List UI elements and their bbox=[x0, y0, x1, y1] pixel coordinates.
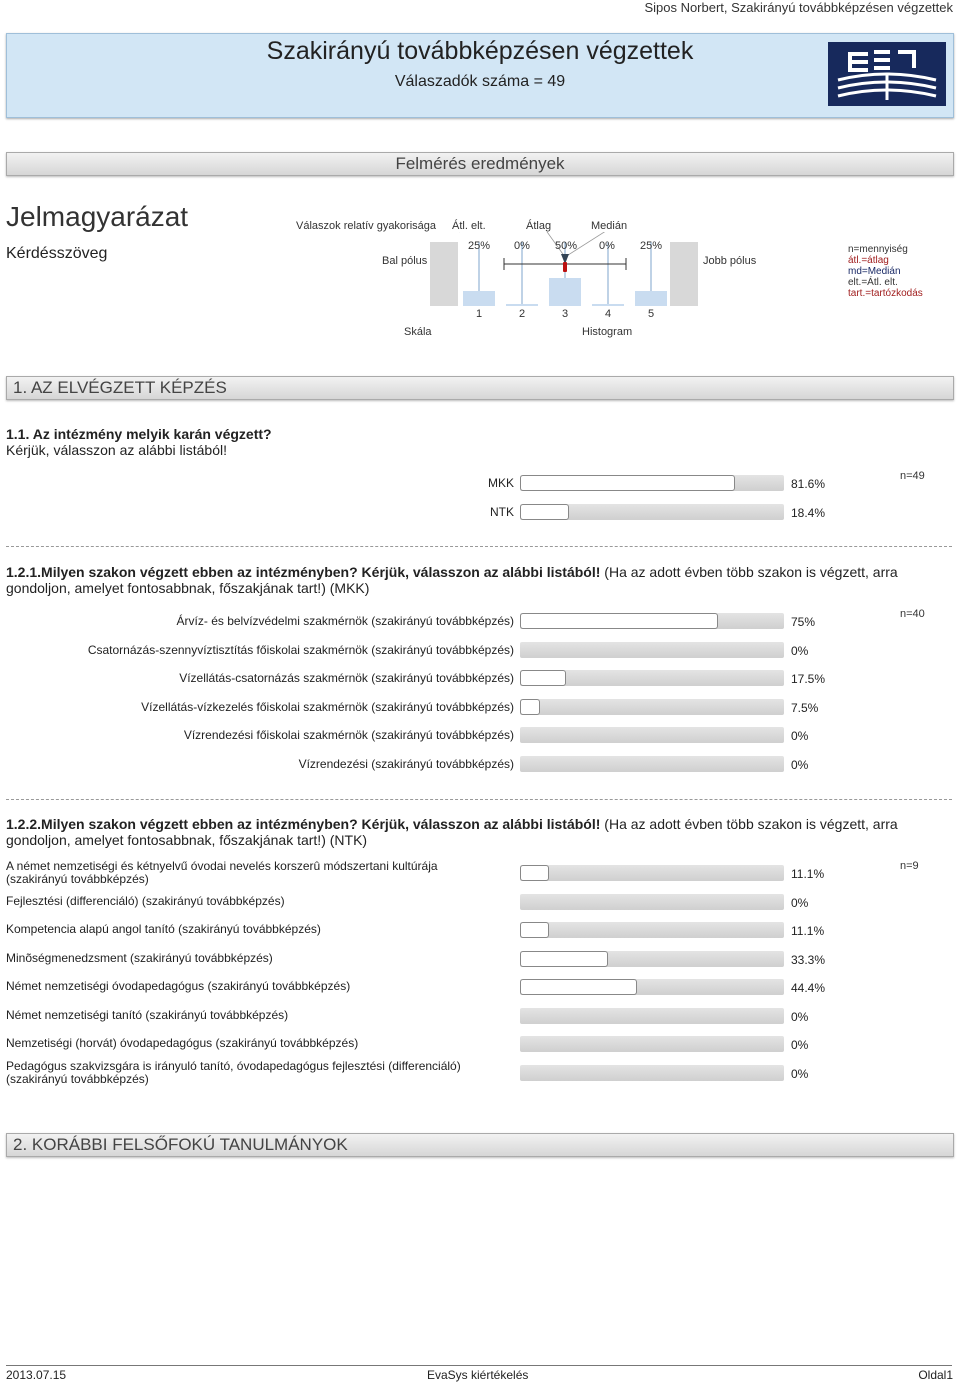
q122-option-percent: 0% bbox=[791, 1009, 809, 1024]
q121-option-bar bbox=[520, 642, 784, 658]
q122-option-percent: 11.1% bbox=[791, 867, 825, 881]
q122-option-percent: 0% bbox=[791, 1038, 809, 1052]
legend-hist-bar bbox=[592, 304, 624, 306]
legend-mean: Átlag bbox=[526, 220, 552, 232]
q121-option-percent: 0% bbox=[791, 757, 809, 772]
q122-option-label: Fejlesztési (differenciáló) (szakirányú továbbképzés) bbox=[6, 893, 285, 908]
q121-option-bar bbox=[520, 670, 784, 686]
q11-title-bold: 1.1. Az intézmény melyik karán végzett? bbox=[6, 426, 272, 442]
q122-title-rest: (Ha az adott évben több szakon is végzett, arra gondoljon, amelyet fontosabbnak, főszakjának tart!) (NTK) bbox=[6, 816, 898, 848]
q122-option-percent: 11.1% bbox=[791, 924, 825, 938]
q122-option-percent: 33.3% bbox=[791, 952, 826, 967]
legend-scale-4: 4 bbox=[605, 308, 612, 320]
footer-date: 2013.07.15 bbox=[6, 1368, 67, 1382]
q11-option-bar-fill bbox=[520, 475, 735, 491]
legend-scale-3: 3 bbox=[562, 308, 569, 320]
q122-n: n=9 bbox=[900, 860, 919, 872]
legend-abbrev-mean: átl.=átlag bbox=[848, 255, 889, 266]
q11-option-bar bbox=[520, 504, 784, 520]
q122-title bbox=[6, 816, 952, 848]
legend-abbrev-abst: tart.=tartózkodás bbox=[848, 288, 923, 299]
footer-rule bbox=[6, 1365, 952, 1366]
q122-option-percent: 0% bbox=[791, 895, 809, 910]
q122-option-bar-fill bbox=[520, 865, 549, 881]
q122-option-label: Pedagógus szakvizsgára is irányuló tanító, óvodapedagógus fejlesztési (differenciáló) (szakirányú továbbképzés) bbox=[6, 1058, 461, 1086]
q122-option-percent: 0% bbox=[791, 1066, 809, 1081]
q11-option-percent: 81.6% bbox=[791, 477, 826, 491]
q122-option-bar bbox=[520, 922, 784, 938]
legend-pct-2: 0% bbox=[514, 240, 530, 252]
respondent-count: Válaszadók száma = 49 bbox=[394, 73, 566, 90]
results-heading: Felmérés eredmények bbox=[6, 152, 954, 176]
divider bbox=[6, 546, 952, 547]
q122-option-bar-fill bbox=[520, 922, 549, 938]
q122-option-bar-fill bbox=[520, 979, 637, 995]
q11-option-percent: 18.4% bbox=[791, 505, 826, 520]
legend-hist-bar bbox=[549, 278, 581, 306]
legend-pct-3: 50% bbox=[555, 240, 578, 252]
legend-pct-1: 25% bbox=[468, 240, 491, 252]
q122-option-label: Német nemzetiségi óvodapedagógus (szakirányú továbbképzés) bbox=[6, 979, 351, 993]
q122-option-label: A német nemzetiségi és kétnyelvű óvodai nevelés korszerû módszertani kultúrája (szakirányú továbbképzés) bbox=[6, 859, 438, 886]
q121-title-bold: 1.2.1.Milyen szakon végzett ebben az intézményben? Kérjük, válasszon az alábbi listából! bbox=[6, 564, 601, 580]
q121-option-bar-fill bbox=[520, 613, 718, 629]
q122-option-bar bbox=[520, 979, 784, 995]
q11-n: n=49 bbox=[900, 470, 925, 482]
legend-median: Medián bbox=[591, 220, 628, 232]
legend-abbrev-dev: elt.=Átl. elt. bbox=[848, 277, 898, 288]
legend-pct-5: 25% bbox=[640, 240, 663, 252]
q121-title bbox=[6, 564, 952, 596]
legend-pct-4: 0% bbox=[599, 240, 615, 252]
legend-scale-5: 5 bbox=[648, 308, 655, 320]
q121-option-percent: 0% bbox=[791, 729, 809, 743]
q121-option-label: Árvíz- és belvízvédelmi szakmérnök (szakirányú továbbképzés) bbox=[176, 614, 514, 628]
section-1-heading: 1. AZ ELVÉGZETT KÉPZÉS bbox=[6, 376, 954, 400]
legend-question-text: Kérdésszöveg bbox=[6, 245, 108, 262]
legend-abbrev-n: n=mennyiség bbox=[848, 244, 908, 255]
q121-option-bar bbox=[520, 727, 784, 743]
q121-option-percent: 0% bbox=[791, 643, 809, 658]
q11-option-label: MKK bbox=[487, 476, 514, 490]
footer-page: Oldal1 bbox=[918, 1368, 953, 1382]
legend-hist-label: Histogram bbox=[582, 326, 633, 338]
q121-option-label: Vízrendezési (szakirányú továbbképzés) bbox=[298, 756, 514, 771]
q11-title bbox=[6, 426, 946, 458]
q122-option-bar-fill bbox=[520, 951, 608, 967]
legend-title: Jelmagyarázat bbox=[6, 201, 189, 232]
q122-option-bar bbox=[520, 1036, 784, 1052]
footer-center: EvaSys kiértékelés bbox=[427, 1368, 529, 1382]
q121-option-bar bbox=[520, 613, 784, 629]
legend-rel-freq: Válaszok relatív gyakorisága bbox=[296, 220, 437, 232]
q122-option-label: Kompetencia alapú angol tanító (szakirányú továbbképzés) bbox=[6, 922, 321, 936]
legend-abbrev-median: md=Medián bbox=[848, 266, 901, 277]
legend-hist-bar bbox=[635, 291, 667, 306]
q122-option-bar bbox=[520, 865, 784, 881]
legend-scale-1: 1 bbox=[476, 308, 483, 320]
q121-n: n=40 bbox=[900, 608, 925, 620]
q121-title-rest: (Ha az adott évben több szakon is végzett, arra gondoljon, amelyet fontosabbnak, főszakjának tart!) (MKK) bbox=[6, 564, 898, 596]
q121-option-label: Vízrendezési főiskolai szakmérnök (szakirányú továbbképzés) bbox=[183, 728, 514, 742]
q11-title-rest: Kérjük, válasszon az alábbi listából! bbox=[6, 442, 228, 458]
q122-option-bar bbox=[520, 894, 784, 910]
legend-left-pole: Bal pólus bbox=[382, 255, 428, 267]
q122-option-label: Minõségmenedzsment (szakirányú továbbképzés) bbox=[6, 950, 273, 965]
q11-option-label: NTK bbox=[490, 504, 514, 519]
q122-option-label: Német nemzetiségi tanító (szakirányú továbbképzés) bbox=[6, 1007, 289, 1022]
legend-hist-bar bbox=[463, 291, 495, 306]
legend-scale-label: Skála bbox=[404, 326, 432, 338]
q11-option-bar bbox=[520, 475, 784, 491]
legend-right-pole: Jobb pólus bbox=[703, 255, 757, 267]
q122-title-bold: 1.2.2.Milyen szakon végzett ebben az intézményben? Kérjük, válasszon az alábbi listából! bbox=[6, 816, 601, 832]
q121-option-bar bbox=[520, 756, 784, 772]
q122-option-bar bbox=[520, 951, 784, 967]
document-owner: Sipos Norbert, Szakirányú továbbképzésen végzettek bbox=[644, 0, 953, 15]
legend-dev: Átl. elt. bbox=[452, 220, 486, 232]
q121-option-bar bbox=[520, 699, 784, 715]
legend-abbrev bbox=[848, 244, 923, 299]
q121-option-percent: 17.5% bbox=[791, 672, 826, 686]
divider bbox=[6, 799, 952, 800]
institution-logo bbox=[828, 42, 946, 106]
q122-option-bar bbox=[520, 1008, 784, 1024]
q122-option-percent: 44.4% bbox=[791, 981, 826, 995]
page-title: Szakirányú továbbképzésen végzettek bbox=[266, 37, 694, 65]
legend-scale-2: 2 bbox=[519, 308, 526, 320]
q121-option-bar-fill bbox=[520, 699, 540, 715]
q122-option-bar bbox=[520, 1065, 784, 1081]
q121-option-label: Vízellátás-vízkezelés főiskolai szakmérnök (szakirányú továbbképzés) bbox=[141, 699, 514, 714]
q11-option-bar-fill bbox=[520, 504, 569, 520]
q121-option-percent: 75% bbox=[791, 615, 816, 629]
q121-option-label: Vízellátás-csatornázás szakmérnök (szakirányú továbbképzés) bbox=[179, 671, 514, 685]
q121-option-bar-fill bbox=[520, 670, 566, 686]
q121-option-percent: 7.5% bbox=[791, 700, 819, 715]
legend-hist-bar bbox=[506, 304, 538, 306]
q122-option-label: Nemzetiségi (horvát) óvodapedagógus (szakirányú továbbképzés) bbox=[6, 1036, 359, 1050]
q121-option-label: Csatornázás-szennyvíztisztítás főiskolai szakmérnök (szakirányú továbbképzés) bbox=[87, 642, 514, 657]
section-2-heading: 2. KORÁBBI FELSŐFOKÚ TANULMÁNYOK bbox=[6, 1133, 954, 1157]
